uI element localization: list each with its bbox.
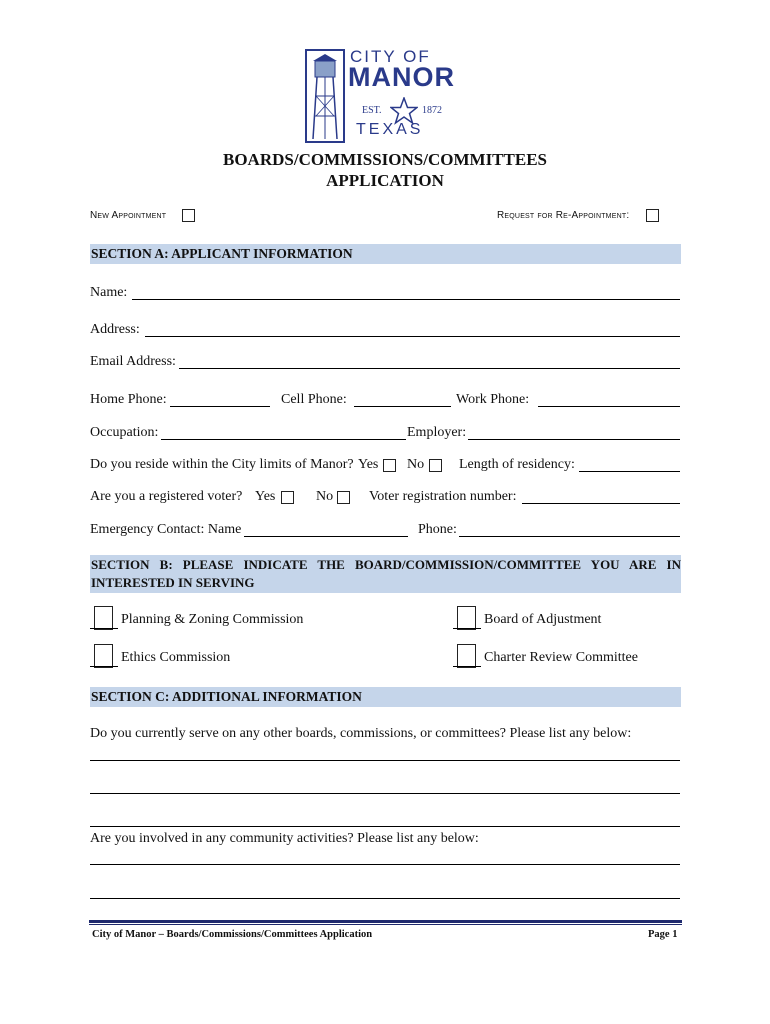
ethics-commission-label: Ethics Commission (121, 650, 231, 665)
new-appointment-checkbox[interactable] (182, 209, 195, 222)
occupation-field[interactable] (161, 439, 406, 440)
work-phone-label: Work Phone: (456, 392, 530, 407)
planning-zoning-label: Planning & Zoning Commission (121, 612, 304, 627)
reside-no-label: No (407, 457, 425, 472)
logo-texas-text: TEXAS (356, 121, 424, 138)
footer-document-title: City of Manor – Boards/Commissions/Committees Application (92, 929, 373, 940)
reside-yes-checkbox[interactable] (383, 459, 396, 472)
board-of-adjustment-checkbox[interactable] (457, 606, 476, 630)
water-tower-icon (305, 49, 345, 143)
voter-yes-checkbox[interactable] (281, 491, 294, 504)
voter-yes-label: Yes (255, 489, 276, 504)
footer-rule-thin (89, 924, 682, 925)
voter-no-label: No (316, 489, 334, 504)
logo-est-text: EST. (362, 105, 382, 116)
planning-zoning-checkbox[interactable] (94, 606, 113, 630)
employer-label: Employer: (407, 425, 467, 440)
community-activities-line-1[interactable] (90, 864, 680, 865)
address-label: Address: (90, 322, 140, 337)
voter-number-field[interactable] (522, 503, 680, 504)
other-boards-line-1[interactable] (90, 760, 680, 761)
footer-rule (89, 920, 682, 923)
section-b-heading-line2: INTERESTED IN SERVING (91, 575, 255, 590)
cell-phone-field[interactable] (354, 406, 451, 407)
community-activities-question: Are you involved in any community activities? Please list any below: (90, 831, 479, 846)
name-field[interactable] (132, 299, 680, 300)
checkbox-underline (453, 628, 481, 629)
city-logo (300, 45, 470, 145)
other-boards-line-2[interactable] (90, 793, 680, 794)
community-activities-line-2[interactable] (90, 898, 680, 899)
section-c-heading: SECTION C: ADDITIONAL INFORMATION (90, 687, 681, 707)
reappointment-checkbox[interactable] (646, 209, 659, 222)
cell-phone-label: Cell Phone: (281, 392, 347, 407)
name-label: Name: (90, 285, 128, 300)
ethics-commission-checkbox[interactable] (94, 644, 113, 668)
emergency-contact-field[interactable] (244, 536, 408, 537)
voter-question-label: Are you a registered voter? (90, 489, 243, 504)
form-title-line2: APPLICATION (326, 171, 444, 190)
section-b-heading (90, 555, 681, 593)
footer-page-number: Page 1 (648, 929, 678, 940)
employer-field[interactable] (468, 439, 680, 440)
other-boards-line-3[interactable] (90, 826, 680, 827)
charter-review-checkbox[interactable] (457, 644, 476, 668)
home-phone-field[interactable] (170, 406, 270, 407)
address-field[interactable] (145, 336, 680, 337)
reside-no-checkbox[interactable] (429, 459, 442, 472)
residency-length-label: Length of residency: (459, 457, 575, 472)
residency-length-field[interactable] (579, 471, 680, 472)
logo-city-text: CITY OF (350, 47, 431, 66)
voter-number-label: Voter registration number: (369, 489, 517, 504)
voter-no-checkbox[interactable] (337, 491, 350, 504)
checkbox-underline (90, 628, 118, 629)
reappointment-label: Request for Re-Appointment: (497, 210, 630, 221)
other-boards-question: Do you currently serve on any other boards, commissions, or committees? Please list any below: (90, 726, 632, 741)
section-a-heading: SECTION A: APPLICANT INFORMATION (90, 244, 681, 264)
home-phone-label: Home Phone: (90, 392, 167, 407)
form-title-line1: BOARDS/COMMISSIONS/COMMITTEES (223, 150, 547, 169)
new-appointment-label: New Appointment (90, 210, 167, 221)
reside-yes-label: Yes (358, 457, 379, 472)
logo-manor-text: MANOR (348, 62, 455, 92)
email-field[interactable] (179, 368, 680, 369)
board-of-adjustment-label: Board of Adjustment (484, 612, 602, 627)
work-phone-field[interactable] (538, 406, 680, 407)
charter-review-label: Charter Review Committee (484, 650, 638, 665)
checkbox-underline (90, 666, 118, 667)
emergency-contact-label: Emergency Contact: Name (90, 522, 242, 537)
reside-question-label: Do you reside within the City limits of Manor? (90, 457, 354, 472)
emergency-phone-label: Phone: (418, 522, 457, 537)
email-label: Email Address: (90, 354, 176, 369)
section-b-heading-line1: SECTION B: PLEASE INDICATE THE BOARD/COMMISSION/COMMITTEE YOU ARE IN (91, 557, 681, 572)
occupation-label: Occupation: (90, 425, 159, 440)
checkbox-underline (453, 666, 481, 667)
logo-year-text: 1872 (422, 105, 442, 116)
emergency-phone-field[interactable] (459, 536, 680, 537)
